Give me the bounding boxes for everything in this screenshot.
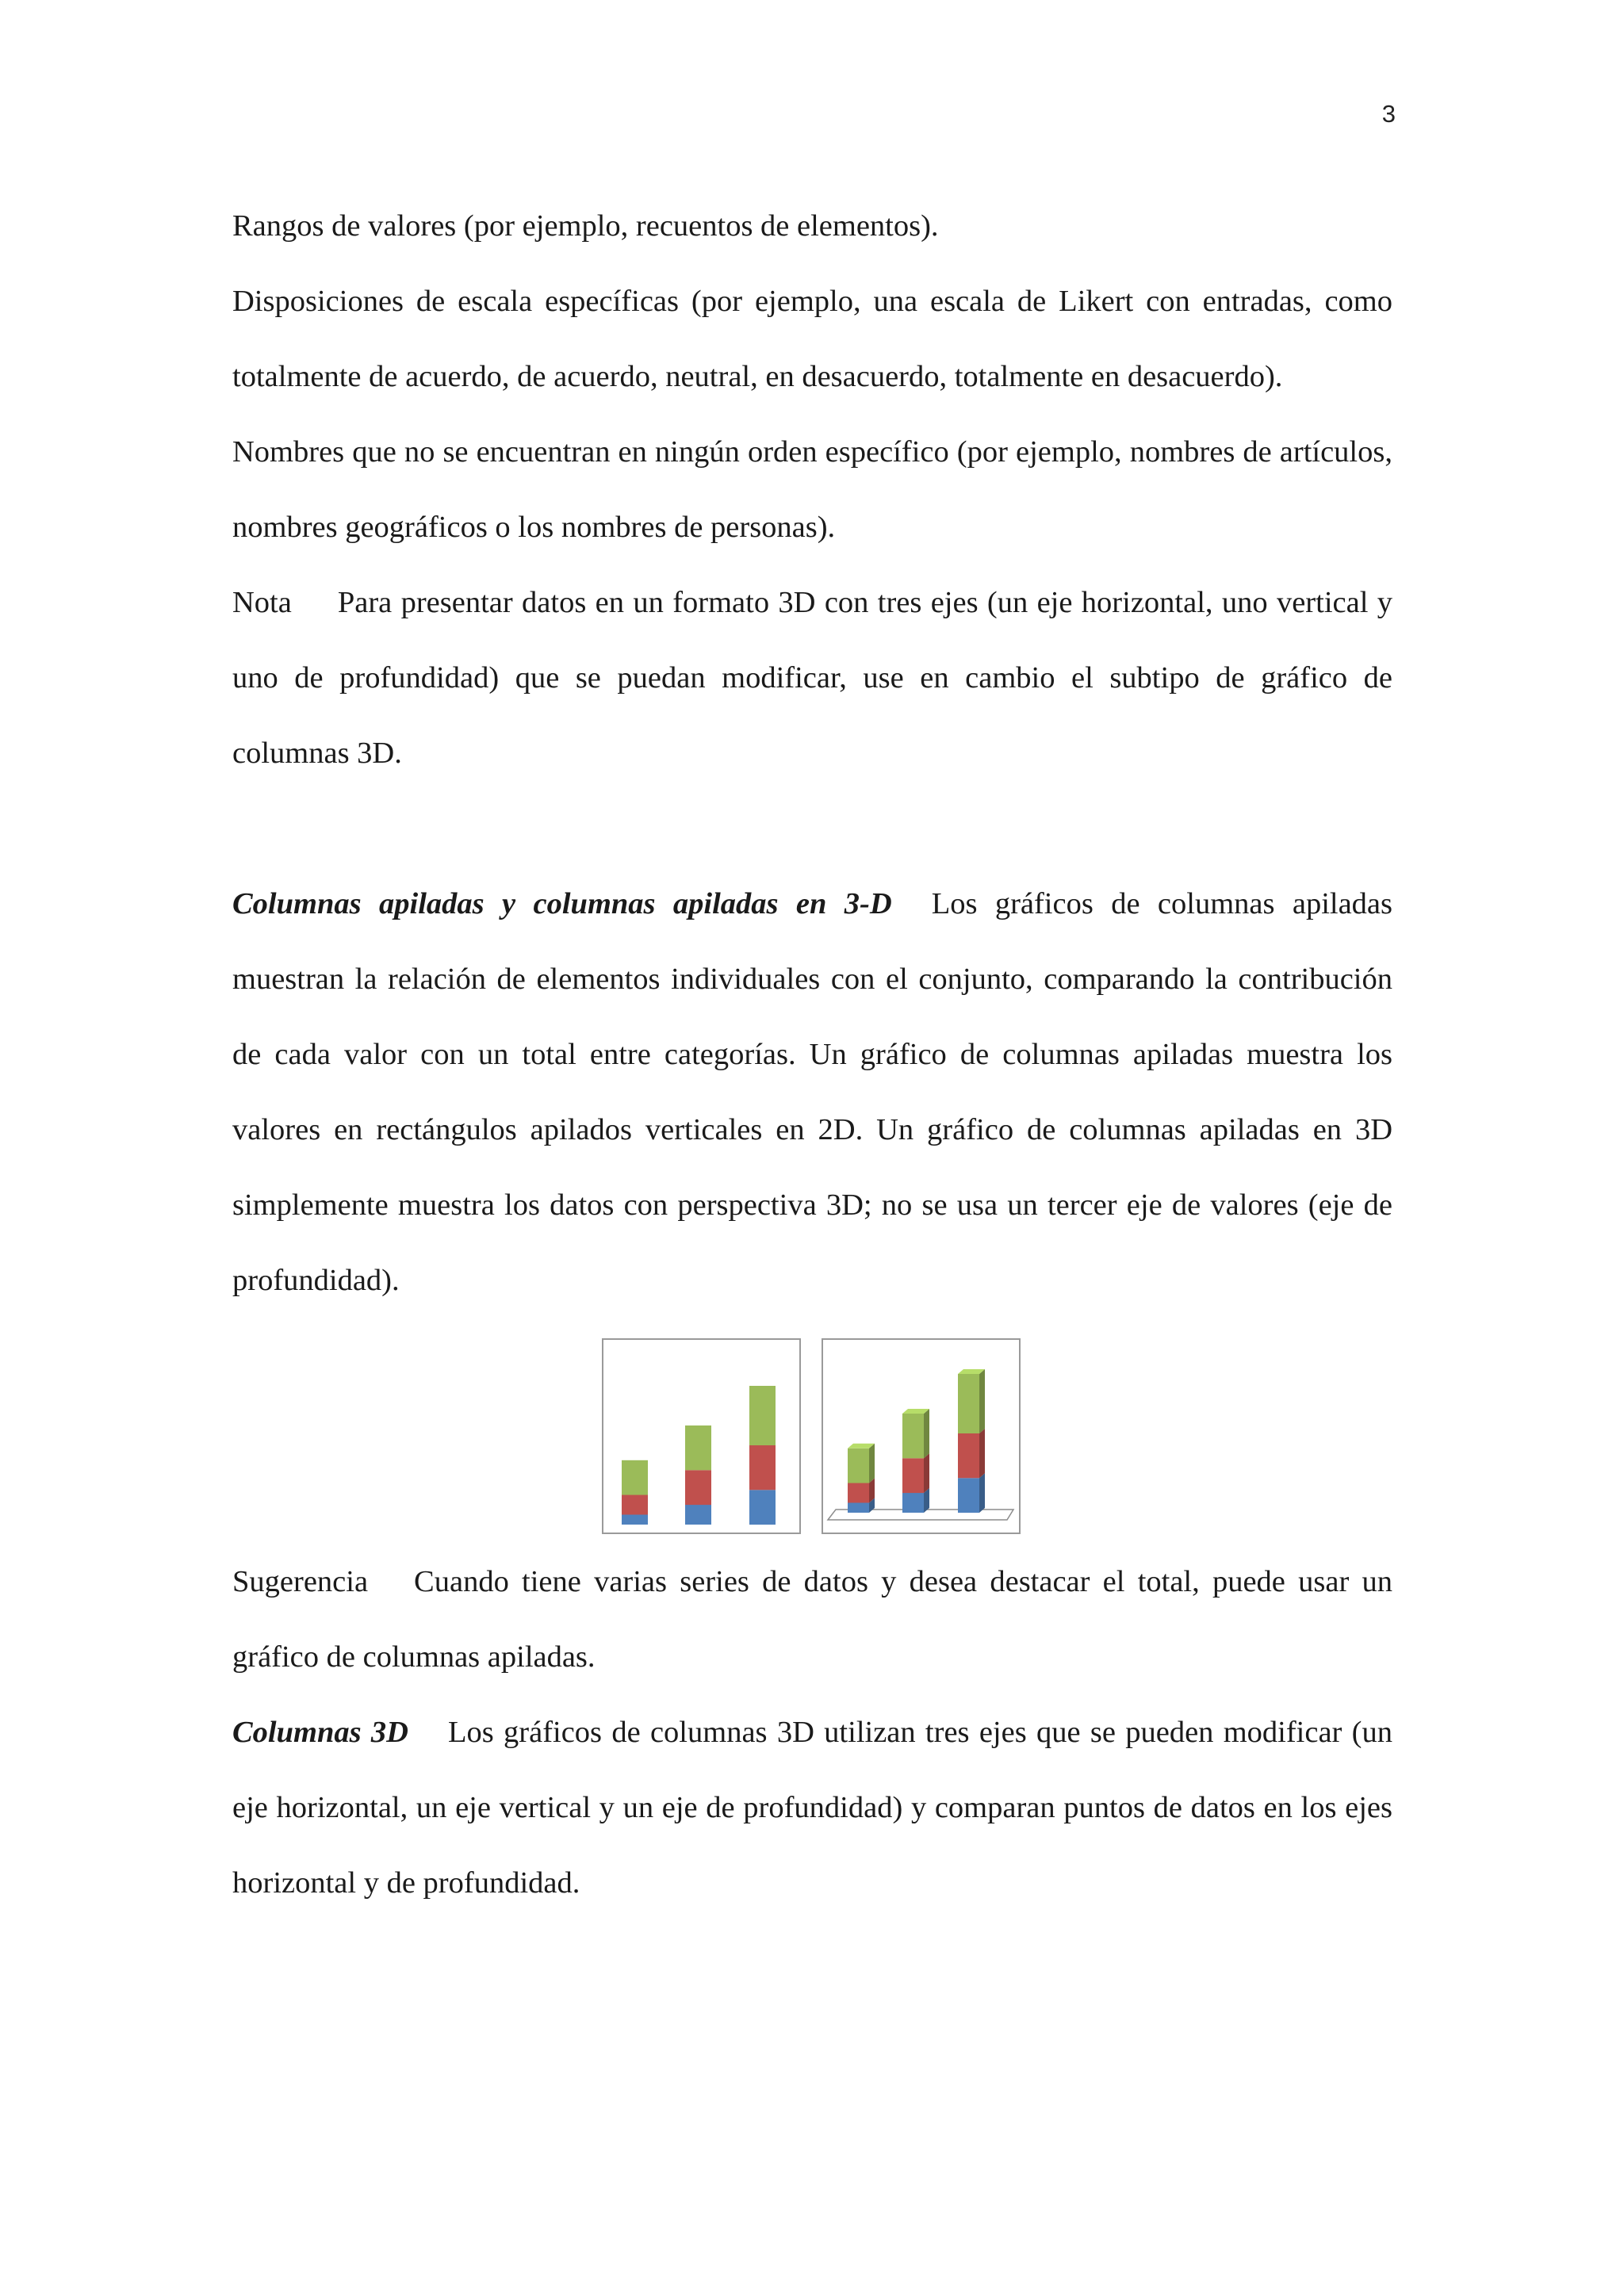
bar-seg-c2-s1	[685, 1505, 711, 1525]
tip-text: Cuando tiene varias series de datos y desea destacar el total, puede usar un gráfico de columnas apiladas.	[232, 1565, 1392, 1674]
bar3d-side	[924, 1409, 929, 1458]
bar3d-front	[902, 1493, 924, 1513]
stacked-column-3d-chart	[823, 1340, 1019, 1533]
bar-seg-c3-s2	[749, 1445, 776, 1490]
col3d-text: Los gráficos de columnas 3D utilizan tres ejes que se pueden modificar (un eje horizontal, un eje vertical y un eje de profundidad) y comparan puntos de datos en los ejes horizontal y de profundidad.	[232, 1716, 1392, 1900]
chart-thumbnails	[232, 1318, 1392, 1544]
stacked-columns-heading: Columnas apiladas y columnas apiladas en 3-D	[232, 887, 892, 920]
bar-seg-c1-s3	[622, 1460, 648, 1495]
bar3d-front	[848, 1448, 869, 1483]
paragraph-unordered-names: Nombres que no se encuentran en ningún orden específico (por ejemplo, nombres de artículos, nombres geográficos o los nombres de personas).	[232, 435, 1392, 544]
bar3d-front	[848, 1503, 869, 1513]
note-label: Nota	[232, 586, 292, 619]
bar3d-front	[958, 1478, 979, 1513]
bar3d-side	[924, 1453, 929, 1493]
page-number: 3	[1381, 100, 1396, 128]
stacked-column-2d-thumbnail	[602, 1338, 801, 1534]
paragraph-value-ranges: Rangos de valores (por ejemplo, recuentos de elementos).	[232, 209, 939, 243]
bar3d-seg-c3-s1	[958, 1473, 985, 1513]
bar3d-side	[979, 1429, 985, 1478]
bar3d-front	[958, 1433, 979, 1478]
bar3d-side	[979, 1369, 985, 1433]
bar3d-seg-c3-s3	[958, 1369, 985, 1433]
bar3d-side	[869, 1444, 875, 1483]
bar-seg-c3-s3	[749, 1386, 776, 1445]
paragraph-scale-arrangements: Disposiciones de escala específicas (por ejemplo, una escala de Likert con entradas, como totalmente de acuerdo, de acuerdo, neutral, en desacuerdo, totalmente en desacuerdo).	[232, 285, 1392, 393]
note-text: Para presentar datos en un formato 3D con tres ejes (un eje horizontal, uno vertical y uno de profundidad) que se puedan modificar, use en cambio el subtipo de gráfico de columnas 3D.	[232, 586, 1392, 770]
bar3d-front	[958, 1374, 979, 1433]
bar3d-front	[902, 1414, 924, 1458]
bar3d-front	[902, 1458, 924, 1493]
bar3d-seg-c2-s2	[902, 1453, 929, 1493]
bar-seg-c3-s1	[749, 1490, 776, 1525]
paragraph-stacked-columns	[232, 867, 1392, 1318]
paragraph-3d-columns	[232, 1695, 1392, 1921]
stacked-column-3d-thumbnail	[822, 1338, 1021, 1534]
bar-seg-c2-s2	[685, 1470, 711, 1505]
col3d-heading: Columnas 3D	[232, 1716, 408, 1749]
bar-seg-c1-s1	[622, 1515, 648, 1525]
stacked-columns-text: Los gráficos de columnas apiladas muestran la relación de elementos individuales con el conjunto, comparando la contribución de cada valor con un total entre categorías. Un gráfico de columnas apiladas muestra los valores en rectángulos apilados verticales en 2D. Un gráfico de columnas apiladas en 3D simplemente muestra los datos con perspectiva 3D; no se usa un tercer eje de valores (eje de profundidad).	[232, 887, 1392, 1297]
stacked-column-2d-chart	[603, 1340, 799, 1533]
bar3d-front	[848, 1483, 869, 1503]
bar3d-seg-c3-s2	[958, 1429, 985, 1478]
paragraph-note	[232, 565, 1392, 791]
bar3d-seg-c2-s3	[902, 1409, 929, 1458]
bar-seg-c2-s3	[685, 1425, 711, 1470]
paragraph-tip	[232, 1544, 1392, 1695]
bar3d-seg-c1-s3	[848, 1444, 875, 1483]
bar3d-side	[979, 1473, 985, 1513]
bar-seg-c1-s2	[622, 1495, 648, 1515]
document-body	[232, 189, 1392, 1921]
tip-label: Sugerencia	[232, 1565, 369, 1598]
